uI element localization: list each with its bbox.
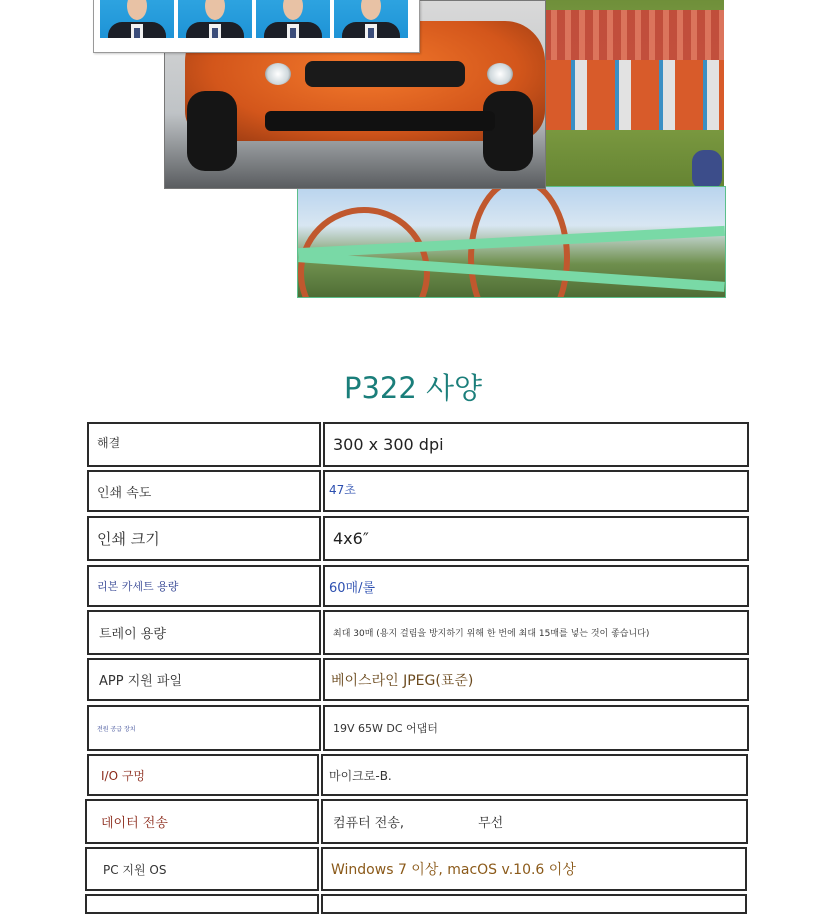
- roller-coaster-track-photo: [297, 186, 726, 298]
- spec-value-data-transfer: [321, 799, 748, 844]
- id-photo: [334, 0, 408, 38]
- spec-value-next-row: [321, 894, 747, 914]
- product-photo-collage: [0, 0, 826, 300]
- data-transfer-wireless: 무선: [478, 816, 504, 831]
- spec-value-print-size: 4x6″: [323, 516, 749, 561]
- spec-value-power-supply: 19V 65W DC 어댑터: [323, 705, 749, 751]
- spec-label-resolution: 해결: [87, 422, 321, 467]
- id-photo: [100, 0, 174, 38]
- id-photo-sheet: [93, 0, 420, 53]
- spec-value-io-port: 마이크로-B.: [321, 754, 748, 796]
- spec-value-tray-capacity: 최대 30매 (용지 걸림을 방지하기 위해 한 번에 최대 15매를 넣는 것이 좋습니다): [323, 610, 749, 655]
- spec-value-print-speed: 47초: [323, 470, 749, 512]
- spec-label-io-port: I/O 구멍: [87, 754, 319, 796]
- spec-heading: P322 사양: [343, 371, 483, 405]
- spec-value-resolution: 300 x 300 dpi: [323, 422, 749, 467]
- spec-label-print-speed: 인쇄 속도: [87, 470, 321, 512]
- spec-label-ribbon-capacity: 리본 카세트 용량: [87, 565, 321, 607]
- spec-label-pc-os: PC 지원 OS: [85, 847, 319, 891]
- id-photo: [178, 0, 252, 38]
- spec-label-tray-capacity: 트레이 용량: [87, 610, 321, 655]
- spec-label-data-transfer: 데이터 전송: [85, 799, 319, 844]
- spec-label-power-supply: 전원 공급 장치: [87, 705, 321, 751]
- data-transfer-computer: 컴퓨터 전송,: [333, 816, 405, 831]
- roller-coaster-riders-photo: [543, 0, 724, 207]
- spec-value-app-file: 베이스라인 JPEG(표준): [323, 658, 749, 701]
- spec-label-print-size: 인쇄 크기: [87, 516, 321, 561]
- spec-label-next-row: [85, 894, 319, 914]
- spec-value-ribbon-capacity: 60매/롤: [323, 565, 749, 607]
- id-photo: [256, 0, 330, 38]
- spec-label-app-file: APP 지원 파일: [87, 658, 321, 701]
- spec-value-pc-os: Windows 7 이상, macOS v.10.6 이상: [321, 847, 747, 891]
